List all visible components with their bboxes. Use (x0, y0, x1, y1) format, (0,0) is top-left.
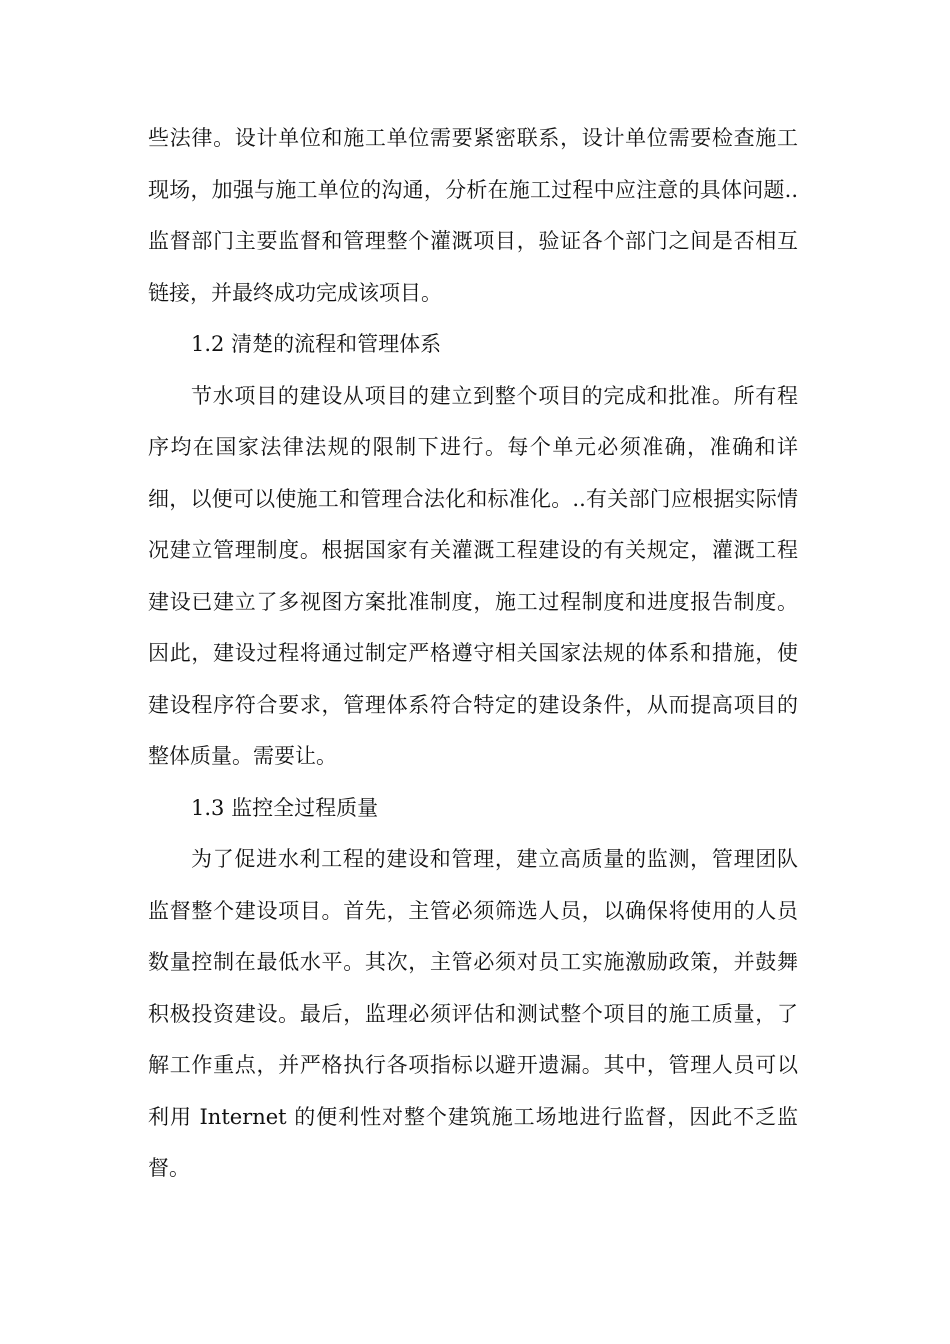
section-heading-1-3: 1.3 监控全过程质量 (191, 795, 379, 820)
document-body (148, 113, 798, 1195)
section-heading-1-2: 1.2 清楚的流程和管理体系 (191, 332, 442, 356)
paragraph-continuation: 些法律。设计单位和施工单位需要紧密联系，设计单位需要检查施工现场，加强与施工单位的沟通，分析在施工过程中应注意的具体问题..监督部门主要监督和管理整个灌溉项目，验证各个部门之间是否相互链接，并最终成功完成该项目。 (148, 126, 798, 305)
paragraph-quality-monitoring: 为了促进水利工程的建设和管理，建立高质量的监测，管理团队监督整个建设项目。首先，主管必须筛选人员，以确保将使用的人员数量控制在最低水平。其次，主管必须对员工实施激励政策，并鼓舞积极投资建设。最后，监理必须评估和测试整个项目的施工质量，了解工作重点，并严格执行各项指标以避开遗漏。其中，管理人员可以利用 Internet 的便利性对整个建筑施工场地进行监督，因此不乏监督。 (148, 847, 798, 1180)
paragraph-process-management: 节水项目的建设从项目的建立到整个项目的完成和批准。所有程序均在国家法律法规的限制下进行。每个单元必须准确，准确和详细，以便可以使施工和管理合法化和标准化。..有关部门应根据实际情况建立管理制度。根据国家有关灌溉工程建设的有关规定，灌溉工程建设已建立了多视图方案批准制度，施工过程制度和进度报告制度。因此，建设过程将通过制定严格遵守相关国家法规的体系和措施，使建设程序符合要求，管理体系符合特定的建设条件，从而提高项目的整体质量。需要让。 (148, 383, 798, 768)
